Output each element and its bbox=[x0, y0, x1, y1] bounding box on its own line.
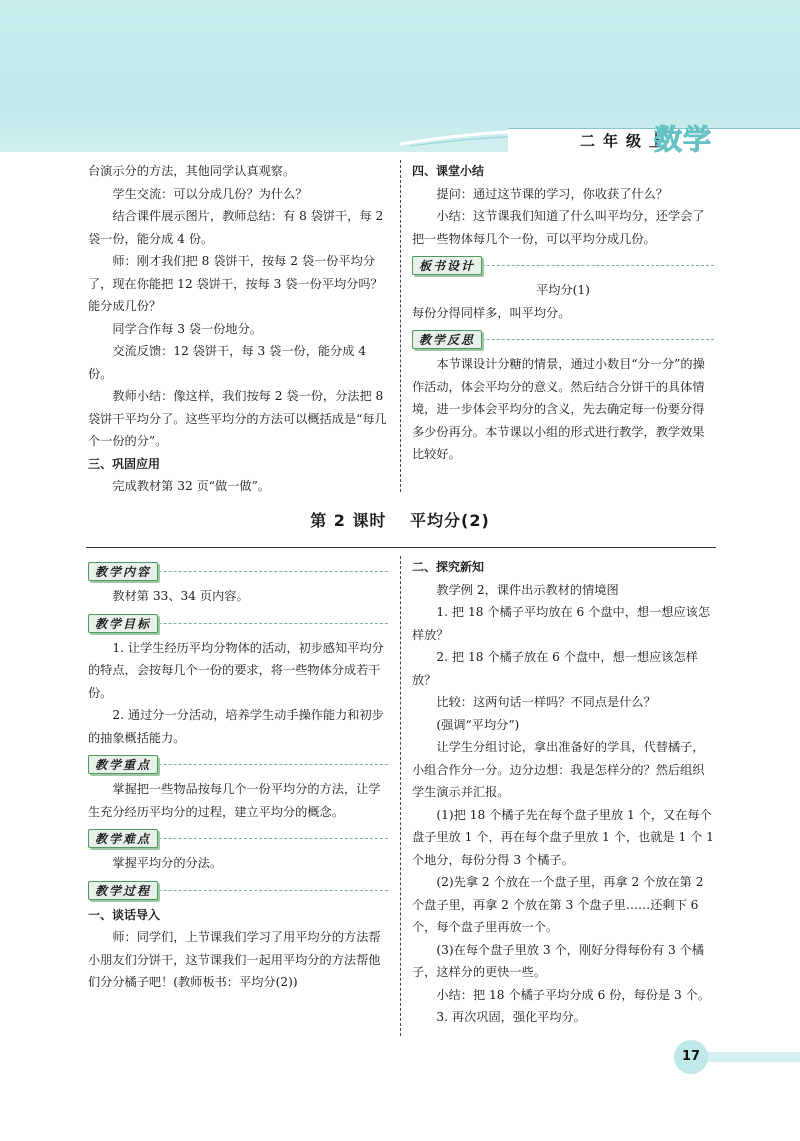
paragraph: (强调“平均分”) bbox=[436, 717, 520, 732]
section-tag: 教学目标 bbox=[88, 614, 158, 633]
paragraph: (3)在每个盘子里放 3 个，刚好分得每份有 3 个橘子，这样分的更快一些。 bbox=[412, 942, 705, 979]
paragraph: 台演示分的方法，其他同学认真观察。 bbox=[88, 164, 296, 178]
paragraph: 小结：把 18 个橘子平均分成 6 份，每份是 3 个。 bbox=[436, 987, 711, 1002]
section-tag-line bbox=[88, 556, 388, 585]
paragraph: 掌握把一些物品按每几个一份平均分的方法，让学生充分经历平均分的过程，建立平均分的概念。 bbox=[88, 782, 381, 819]
paragraph: 2. 通过分一分活动，培养学生动手操作能力和初步的抽象概括能力。 bbox=[88, 708, 384, 745]
grade-label: 二年级上 bbox=[579, 132, 672, 150]
paragraph: 1. 让学生经历平均分物体的活动，初步感知平均分的特点，会按每几个一份的要求，将一些物体分成若干份。 bbox=[88, 640, 384, 700]
paragraph: 3. 再次巩固，强化平均分。 bbox=[436, 1010, 586, 1024]
column-divider-lower bbox=[400, 556, 401, 1036]
paragraph: 教师小结：像这样，我们按每 2 袋一份，分法把 8 袋饼干平均分了。这些平均分的方法可以概括成是“每几个一份的分”。 bbox=[88, 389, 387, 448]
upper-left-column bbox=[88, 160, 388, 498]
section-tag: 教学反思 bbox=[412, 330, 482, 349]
paragraph: 完成教材第 32 页“做一做”。 bbox=[112, 479, 270, 493]
paragraph: 教学例 2，课件出示教材的情境图 bbox=[436, 582, 619, 597]
subject-logo: 数学 bbox=[653, 123, 712, 156]
paragraph: 1. 把 18 个橘子平均放在 6 个盘中，想一想应该怎样放？ bbox=[412, 605, 711, 642]
lower-right-column bbox=[412, 556, 714, 1029]
page-number: 17 bbox=[674, 1040, 708, 1074]
column-divider-upper bbox=[400, 160, 401, 492]
paragraph: 师：同学们，上节课我们学习了用平均分的方法帮小朋友们分饼干，这节课我们一起用平均分的方法帮他们分分橘子吧！(教师板书：平均分(2)) bbox=[88, 930, 381, 989]
page-number-band bbox=[700, 1052, 800, 1062]
lesson-title: 第 2 课时 平均分(2) bbox=[310, 511, 490, 530]
paragraph: (1)把 18 个橘子先在每个盘子里放 1 个，又在每个盘子里放 1 个，再在每个盘子里放 1 个，也就是 1 个 1 个地分，每份分得 3 个橘子。 bbox=[412, 807, 714, 867]
section-tag-line bbox=[88, 749, 388, 778]
section-heading: 一、谈话导入 bbox=[88, 907, 161, 922]
section-heading: 二、探究新知 bbox=[412, 560, 485, 574]
paragraph: 比较：这两句话一样吗？不同点是什么？ bbox=[436, 695, 656, 709]
paragraph: 提问：通过这节课的学习，你收获了什么？ bbox=[436, 186, 668, 201]
paragraph: 本节课设计分糖的情景，通过小数目“分一分”的操作活动，体会平均分的意义。然后结合分饼干的具体情境，进一步体会平均分的含义，先去确定每一份要分得多少份再分。本节课以小组的形式进行教学，教学效果比较好。 bbox=[412, 357, 705, 461]
upper-right-column bbox=[412, 160, 714, 466]
paragraph: 让学生分组讨论，拿出准备好的学具，代替橘子，小组合作分一分。边分边想：我是怎样分的？然后组织学生演示并汇报。 bbox=[412, 740, 705, 799]
paragraph: 结合课件展示图片，教师总结：有 8 袋饼干，每 2 袋一份，能分成 4 份。 bbox=[88, 209, 384, 246]
section-tag: 板书设计 bbox=[412, 256, 482, 275]
paragraph: 同学合作每 3 袋一份地分。 bbox=[112, 321, 262, 336]
section-tag-line bbox=[412, 250, 714, 279]
lower-left-column bbox=[88, 556, 388, 994]
paragraph: 交流反馈：12 袋饼干，每 3 袋一份，能分成 4 份。 bbox=[88, 344, 367, 381]
paragraph: 小结：这节课我们知道了什么叫平均分，还学会了把一些物体每几个一份，可以平均分成几份。 bbox=[412, 209, 705, 246]
section-tag-line bbox=[88, 608, 388, 637]
section-tag-line bbox=[88, 875, 388, 904]
paragraph: (2)先拿 2 个放在一个盘子里，再拿 2 个放在第 2 个盘子里，再拿 2 个放在第 3 个盘子里……还剩下 6 个，每个盘子里再放一个。 bbox=[412, 875, 704, 934]
section-tag-line bbox=[88, 823, 388, 852]
section-tag-line bbox=[412, 324, 714, 353]
section-tag: 教学重点 bbox=[88, 755, 158, 774]
paragraph: 学生交流：可以分成几份？为什么？ bbox=[112, 186, 308, 201]
section-tag: 教学难点 bbox=[88, 829, 158, 848]
section-heading: 四、课堂小结 bbox=[412, 164, 485, 178]
paragraph: 2. 把 18 个橘子放在 6 个盘中，想一想应该怎样放？ bbox=[412, 650, 698, 687]
board-title: 平均分(1) bbox=[536, 283, 590, 297]
paragraph: 师：刚才我们把 8 袋饼干，按每 2 袋一份平均分了，现在你能把 12 袋饼干，按每 3 袋一份平均分吗？能分成几份？ bbox=[88, 254, 383, 313]
paragraph: 掌握平均分的分法。 bbox=[112, 856, 223, 870]
section-heading: 三、巩固应用 bbox=[88, 456, 161, 471]
title-rule bbox=[86, 547, 716, 548]
section-tag: 教学过程 bbox=[88, 881, 158, 900]
section-tag: 教学内容 bbox=[88, 562, 158, 581]
paragraph: 教材第 33、34 页内容。 bbox=[112, 589, 249, 603]
paragraph: 每份分得同样多，叫平均分。 bbox=[412, 305, 571, 320]
